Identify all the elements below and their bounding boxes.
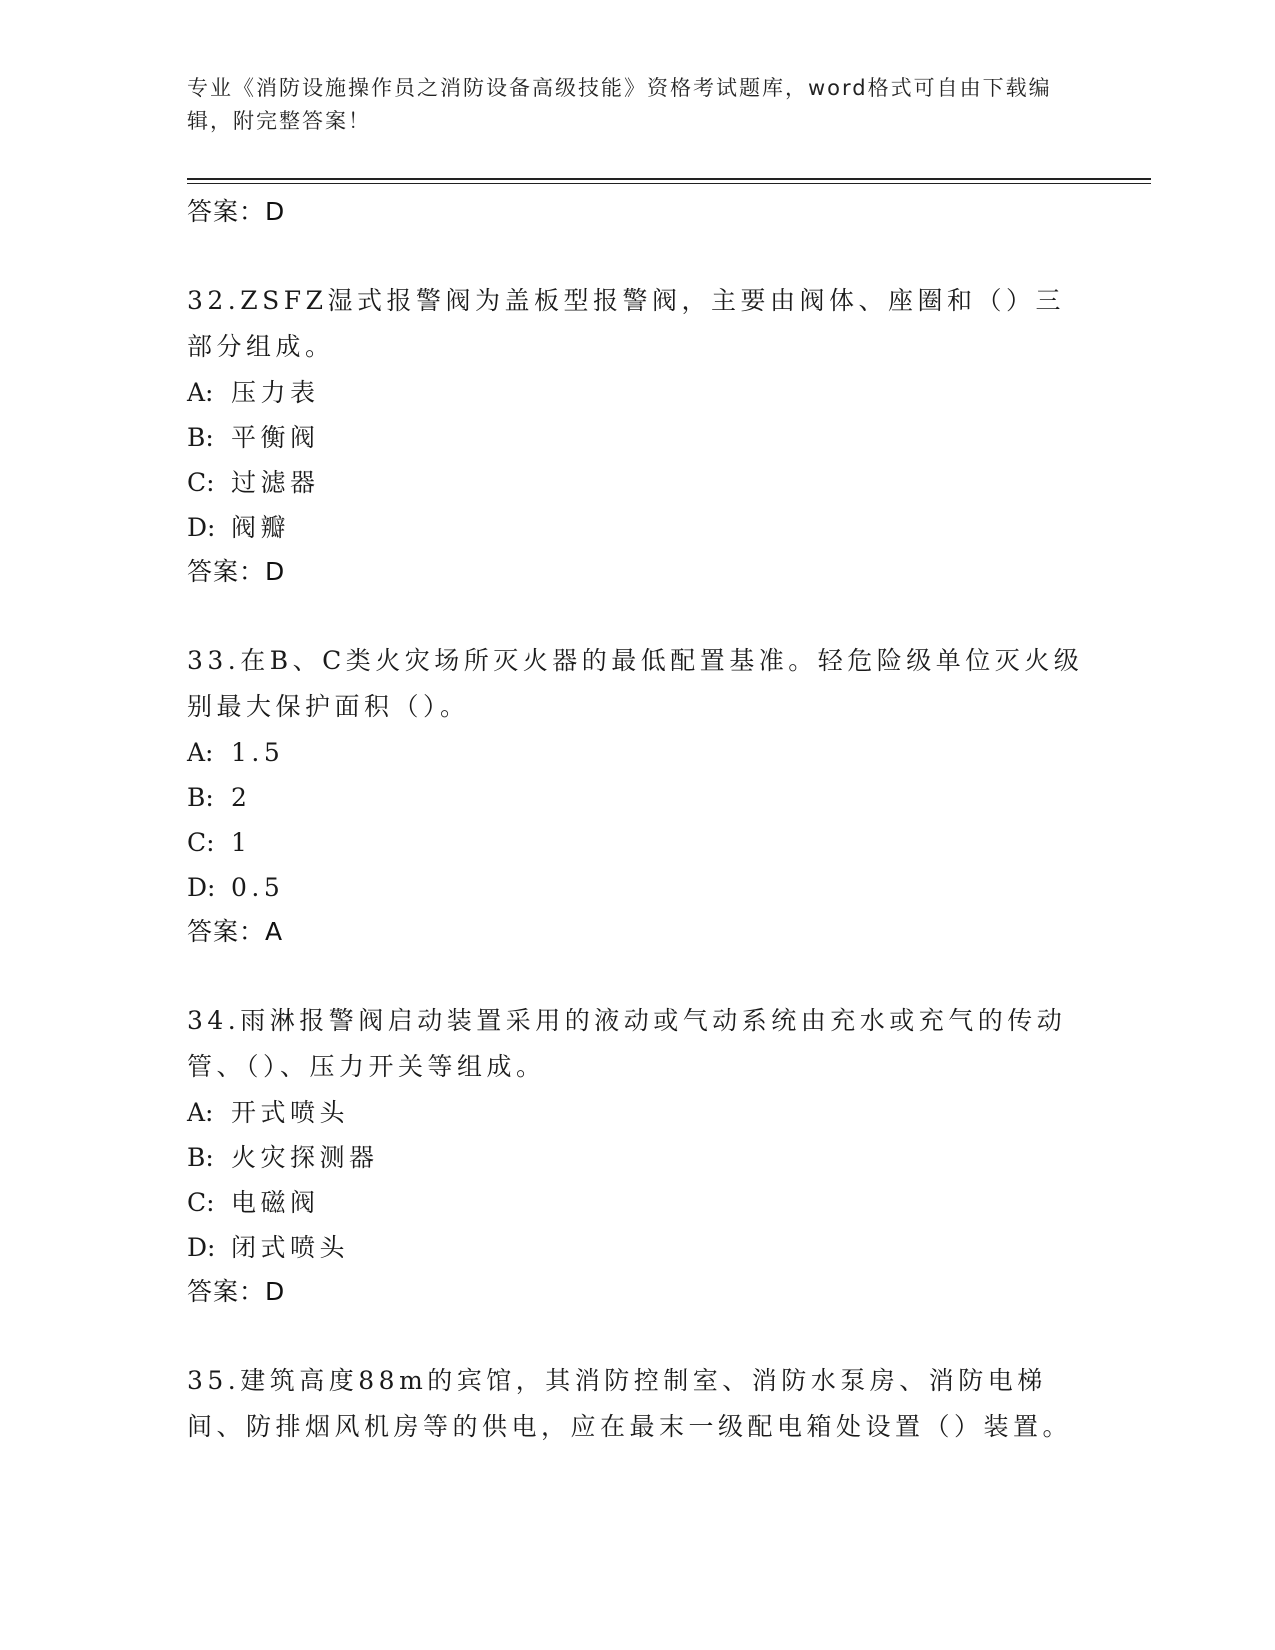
option-text: 0.5	[231, 873, 285, 902]
question-stem: 33.在B、C类火灾场所灭火器的最低配置基准。轻危险级单位灭火级别最大保护面积（）。	[187, 646, 1084, 721]
option-text: 阀瓣	[231, 513, 291, 542]
option-letter: D:	[187, 873, 216, 902]
header-rule-thin	[187, 183, 1151, 184]
option-c	[187, 460, 1087, 505]
option-b	[187, 775, 1087, 820]
question-32	[187, 278, 1087, 594]
option-d	[187, 1225, 1087, 1270]
option-letter: A:	[187, 378, 214, 407]
option-d	[187, 505, 1087, 550]
option-d	[187, 865, 1087, 910]
option-letter: D:	[187, 513, 216, 542]
document-header	[187, 72, 1067, 138]
question-34	[187, 998, 1087, 1314]
option-a	[187, 370, 1087, 415]
option-letter: A:	[187, 1098, 214, 1127]
option-text: 火灾探测器	[231, 1143, 379, 1172]
header-rule-thick	[187, 178, 1151, 180]
option-text: 2	[231, 783, 252, 812]
question-stem: 35.建筑高度88m的宾馆，其消防控制室、消防水泵房、消防电梯间、防排烟风机房等的供电，应在最末一级配电箱处设置（）装置。	[187, 1366, 1073, 1441]
option-text: 1	[231, 828, 252, 857]
question-answer: 答案：D	[187, 1277, 286, 1306]
option-text: 电磁阀	[231, 1188, 320, 1217]
question-list	[187, 190, 1087, 1450]
option-a	[187, 730, 1087, 775]
question-stem: 34.雨淋报警阀启动装置采用的液动或气动系统由充水或充气的传动管、（）、压力开关等组成。	[187, 1006, 1067, 1081]
option-letter: B:	[187, 423, 214, 452]
option-letter: A:	[187, 738, 214, 767]
option-text: 过滤器	[231, 468, 320, 497]
question-answer: 答案：D	[187, 557, 286, 586]
option-letter: C:	[187, 828, 215, 857]
option-text: 1.5	[231, 738, 285, 767]
question-answer: 答案：A	[187, 917, 284, 946]
option-letter: B:	[187, 783, 214, 812]
option-a	[187, 1090, 1087, 1135]
option-c	[187, 820, 1087, 865]
option-text: 闭式喷头	[231, 1233, 350, 1262]
option-b	[187, 415, 1087, 460]
option-text: 开式喷头	[231, 1098, 350, 1127]
header-title: 专业《消防设施操作员之消防设备高级技能》资格考试题库，word格式可自由下载编辑，附完整答案！	[187, 76, 1052, 133]
question-33	[187, 638, 1087, 954]
question-stem: 32.ZSFZ湿式报警阀为盖板型报警阀，主要由阀体、座圈和（）三部分组成。	[187, 286, 1065, 361]
option-c	[187, 1180, 1087, 1225]
option-text: 平衡阀	[231, 423, 320, 452]
question-35	[187, 1358, 1087, 1450]
option-letter: C:	[187, 1188, 215, 1217]
option-text: 压力表	[231, 378, 320, 407]
previous-answer: 答案：D	[187, 197, 286, 226]
option-letter: C:	[187, 468, 215, 497]
option-b	[187, 1135, 1087, 1180]
option-letter: D:	[187, 1233, 216, 1262]
option-letter: B:	[187, 1143, 214, 1172]
